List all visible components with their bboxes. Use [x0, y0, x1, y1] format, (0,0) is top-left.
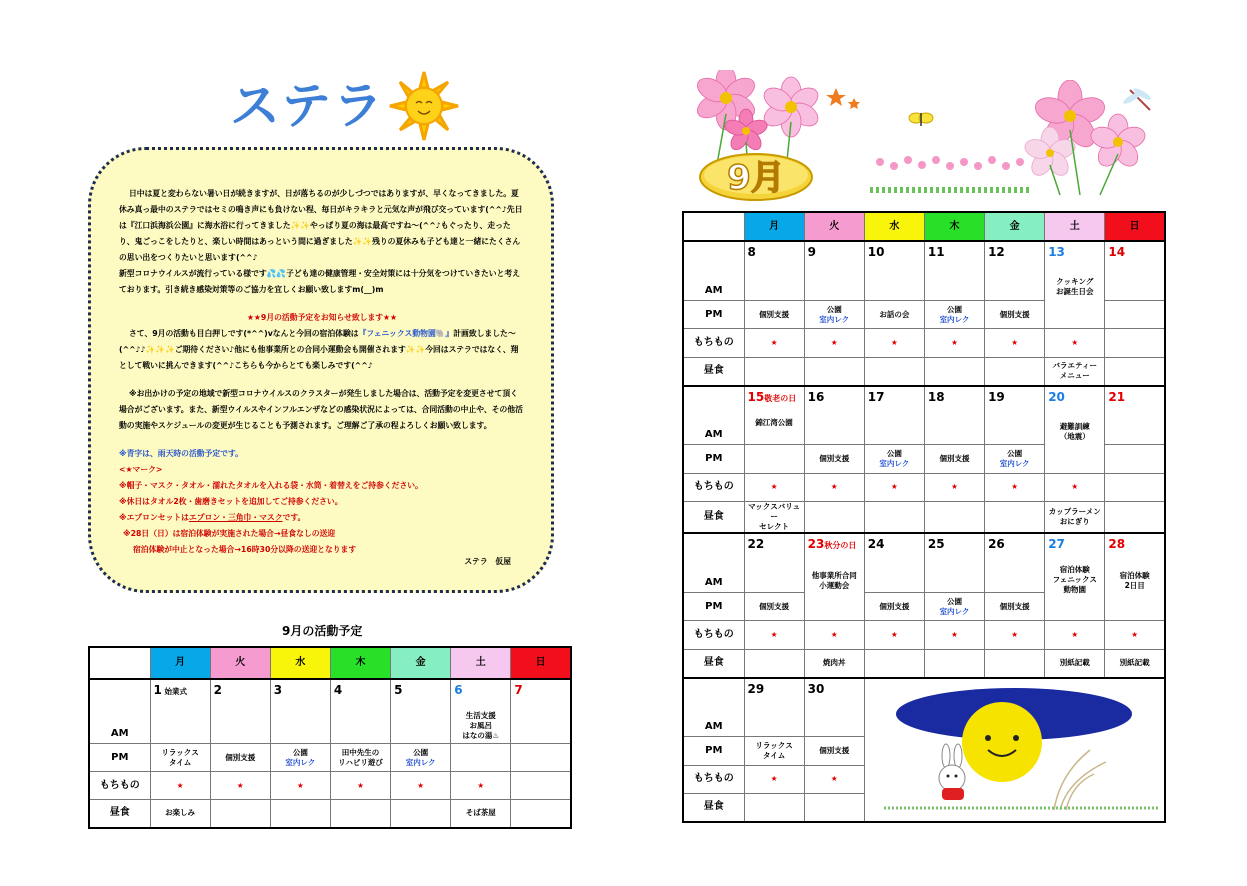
pm-cell: 個別支援 [864, 592, 924, 620]
pm-cell: リラックス タイム [150, 744, 210, 772]
star-mark: ★ [985, 621, 1045, 649]
notice-paragraph-2: 新型コロナウイルスが流行っている様です💦💦子ども達の健康管理・安全対策には十分気をつけていきたいと考えております。引き続き感染対策等のご協力を宜しくお願い致しますm(__)m [119, 269, 520, 294]
day-cell: 25 [924, 533, 984, 592]
row-label-pm: PM [683, 445, 744, 473]
row-label-mochimono: もちもの [683, 329, 744, 357]
star-mark: ★ [1045, 329, 1105, 357]
lunch-cell [1105, 357, 1165, 385]
day-cell: 23秋分の日 他事業所合同 小運動会 [804, 533, 864, 620]
day-cell: 14 [1105, 241, 1165, 300]
weekday-mon: 月 [150, 647, 210, 679]
moon-face-icon [884, 684, 1160, 814]
lunch-cell: カップラーメン おにぎり [1045, 501, 1105, 533]
lunch-cell [864, 649, 924, 677]
lunch-cell: 焼肉丼 [804, 649, 864, 677]
weekday-thu: 木 [330, 647, 390, 679]
empty-cell [1105, 329, 1165, 357]
day-cell: 3 [270, 679, 330, 744]
weekday-mon: 月 [744, 212, 804, 241]
row-label-am: AM [683, 678, 744, 737]
row-label-pm: PM [89, 744, 150, 772]
schedule-title: 9月の活動予定 [282, 624, 363, 638]
lunch-cell: 別紙記載 [1105, 649, 1165, 677]
rain-note: ※青字は、雨天時の活動予定です。 [119, 449, 243, 458]
pm-cell: 公園 室内レク [985, 445, 1045, 473]
day-cell: 2 [210, 679, 270, 744]
phoenix-zoo-text: 『フェニックス動物園🐘』 [358, 329, 454, 338]
star-mark: ★ [804, 473, 864, 501]
day-cell: 8 [744, 241, 804, 300]
day-cell: 29 [744, 678, 804, 737]
row-label-lunch: 昼食 [683, 357, 744, 385]
day-cell: 24 [864, 533, 924, 592]
month-badge [698, 152, 814, 202]
mark-body: ※帽子・マスク・タオル・濡れたタオルを入れる袋・水筒・着替えをご持参ください。 [119, 481, 423, 490]
pm-cell: 個別支援 [924, 445, 984, 473]
star-mark: ★ [924, 621, 984, 649]
star-mark: ★ [804, 765, 864, 793]
mark-title: <★マーク> [119, 465, 163, 474]
star-mark: ★ [985, 473, 1045, 501]
pm-cell: リラックス タイム [744, 737, 804, 765]
empty-cell [1105, 473, 1165, 501]
announcement: ★★9月の活動予定をお知らせ致します★★ [246, 313, 398, 322]
day-cell: 6 生活支援 お風呂 はなの湯♨ [451, 679, 511, 744]
row-label-pm: PM [683, 300, 744, 328]
row-label-am: AM [89, 679, 150, 744]
row-label-lunch: 昼食 [683, 501, 744, 533]
day-cell: 10 [864, 241, 924, 300]
lunch-cell [924, 501, 984, 533]
day-cell: 1 始業式 [150, 679, 210, 744]
corner-cell [683, 212, 744, 241]
day-cell: 16 [804, 386, 864, 445]
star-mark: ★ [391, 772, 451, 800]
star-mark: ★ [330, 772, 390, 800]
pm-cell: 個別支援 [985, 300, 1045, 328]
row-label-lunch: 昼食 [683, 793, 744, 822]
lunch-cell [391, 800, 451, 828]
row-label-pm: PM [683, 737, 744, 765]
star-mark: ★ [864, 473, 924, 501]
lunch-cell [330, 800, 390, 828]
pm-cell: お話の会 [864, 300, 924, 328]
lunch-cell [864, 357, 924, 385]
pm-cell: 個別支援 [744, 592, 804, 620]
star-mark: ★ [270, 772, 330, 800]
star-mark: ★ [744, 765, 804, 793]
lunch-cell [1105, 501, 1165, 533]
lunch-cell [985, 501, 1045, 533]
corner-cell [89, 647, 150, 679]
notice-paragraph-4: ※お出かけの予定の地域で新型コロナウイルスのクラスターが発生しました場合は、活動予定を変更させて頂く場合がございます。また、新型ウイルスやインフルエンザなどの感染状況によっては、合同活動の中止や、その他活動の実施やスケジュールの変更が生じることも予測されます。ご理解ご了承の程よろしくお願い致します。 [119, 389, 523, 430]
sun-face-icon [388, 70, 460, 142]
row-label-mochimono: もちもの [683, 621, 744, 649]
day-cell: 12 [985, 241, 1045, 300]
star-mark: ★ [744, 621, 804, 649]
day-cell: 9 [804, 241, 864, 300]
weekday-sat: 土 [1045, 212, 1105, 241]
stay-note-2: 宿泊体験が中止となった場合→16時30分以降の送迎となります [133, 545, 357, 554]
pm-cell [1105, 300, 1165, 328]
day-cell: 27 宿泊体験 フェニックス 動物園 [1045, 533, 1105, 620]
pm-cell: 公園 室内レク [270, 744, 330, 772]
weekday-wed: 水 [270, 647, 330, 679]
row-label-am: AM [683, 386, 744, 445]
pm-cell: 公園 室内レク [924, 300, 984, 328]
apron-note: ※エプロンセットはエプロン・三角巾・マスクです。 [119, 513, 306, 522]
pm-cell [1105, 445, 1165, 473]
pm-cell: 個別支援 [804, 737, 864, 765]
pm-cell: 個別支援 [804, 445, 864, 473]
lunch-cell [744, 649, 804, 677]
lunch-cell [744, 357, 804, 385]
pm-cell: 個別支援 [744, 300, 804, 328]
pm-cell: 公園 室内レク [391, 744, 451, 772]
weekday-sun: 日 [1105, 212, 1165, 241]
weekday-fri: 金 [985, 212, 1045, 241]
lunch-cell [985, 357, 1045, 385]
lunch-cell [864, 501, 924, 533]
day-cell: 4 [330, 679, 390, 744]
pm-cell: 公園 室内レク [804, 300, 864, 328]
lunch-cell [804, 357, 864, 385]
row-label-pm: PM [683, 592, 744, 620]
lunch-cell: マックスバリュー セレクト [744, 501, 804, 533]
row-label-am: AM [683, 533, 744, 592]
day-cell: 19 [985, 386, 1045, 445]
pm-cell [451, 744, 511, 772]
weekday-sun: 日 [511, 647, 571, 679]
day-cell: 26 [985, 533, 1045, 592]
pm-cell: 田中先生の リハビリ遊び [330, 744, 390, 772]
day-cell: 13 クッキング お誕生日会 [1045, 241, 1105, 328]
rabbit-icon [939, 744, 965, 800]
star-mark: ★ [1045, 473, 1105, 501]
day-cell: 11 [924, 241, 984, 300]
row-label-lunch: 昼食 [683, 649, 744, 677]
stay-note-1: ※28日（日）は宿泊体験が実施された場合→昼食なしの送迎 [123, 529, 336, 538]
weekday-fri: 金 [391, 647, 451, 679]
lunch-cell [210, 800, 270, 828]
pm-cell: 個別支援 [210, 744, 270, 772]
day-cell: 21 [1105, 386, 1165, 445]
day-cell: 15敬老の日 錦江湾公園 [744, 386, 804, 445]
row-label-lunch: 昼食 [89, 800, 150, 828]
lunch-cell [924, 649, 984, 677]
star-mark: ★ [924, 473, 984, 501]
pm-cell [744, 445, 804, 473]
day-cell: 17 [864, 386, 924, 445]
star-mark: ★ [924, 329, 984, 357]
row-label-mochimono: もちもの [683, 473, 744, 501]
lunch-cell: バラエティー メニュー [1045, 357, 1105, 385]
susuki-grass-icon [1054, 750, 1106, 810]
dragonfly-icon [1122, 86, 1152, 110]
lunch-cell [804, 501, 864, 533]
weekday-sat: 土 [451, 647, 511, 679]
notice-paragraph-1: 日中は夏と変わらない暑い日が続きますが、日が落ちるのが少しづつではありますが、早くなってきました。夏休み真っ最中のステラではセミの鳴き声にも負けない程、毎日がキラキラと元気な声が飛び交っています(^^♪先日は『江口浜海浜公園』に海水浴に行ってきました✨✨やっぱり夏の海は最高ですね～(^^♪もぐったり、走ったり、鬼ごっこをしたりと、楽しい時間はあっという間に過ぎました✨✨残りの夏休みも子ども達と一緒にたくさんの思い出をつくりたいと思います(^^♪ [119, 189, 523, 262]
notice-box [88, 147, 554, 593]
star-mark: ★ [864, 621, 924, 649]
star-mark: ★ [451, 772, 511, 800]
lunch-cell [924, 357, 984, 385]
day-cell: 5 [391, 679, 451, 744]
row-label-mochimono: もちもの [89, 772, 150, 800]
lunch-cell [270, 800, 330, 828]
star-mark: ★ [804, 329, 864, 357]
weekday-wed: 水 [864, 212, 924, 241]
day-cell: 22 [744, 533, 804, 592]
weekday-tue: 火 [210, 647, 270, 679]
weekday-tue: 火 [804, 212, 864, 241]
pm-cell [511, 744, 571, 772]
star-mark: ★ [210, 772, 270, 800]
month-badge-text: 9月 [727, 158, 785, 198]
star-mark: ★ [1105, 621, 1165, 649]
star-mark: ★ [744, 473, 804, 501]
pm-cell: 公園 室内レク [924, 592, 984, 620]
signature: ステラ 仮屋 [464, 557, 511, 566]
lunch-cell [804, 793, 864, 822]
pm-cell: 公園 室内レク [864, 445, 924, 473]
lunch-cell: お楽しみ [150, 800, 210, 828]
pm-cell: 個別支援 [985, 592, 1045, 620]
day-cell: 18 [924, 386, 984, 445]
calendar-week1 [88, 646, 572, 829]
lunch-cell: 別紙記載 [1045, 649, 1105, 677]
empty-cell [511, 772, 571, 800]
star-mark: ★ [985, 329, 1045, 357]
star-mark: ★ [864, 329, 924, 357]
lunch-cell [511, 800, 571, 828]
day-cell: 30 [804, 678, 864, 737]
day-cell: 20 避難訓練 （地震） [1045, 386, 1105, 473]
star-mark: ★ [1045, 621, 1105, 649]
day-cell: 7 [511, 679, 571, 744]
lunch-cell: そば茶屋 [451, 800, 511, 828]
lunch-cell [744, 793, 804, 822]
day-cell: 28 宿泊体験 2日目 [1105, 533, 1165, 620]
row-label-am: AM [683, 241, 744, 300]
notice-paragraph-3: さて、9月の活動も目白押しです(*^^)vなんと今回の宿泊体験は『フェニックス動物園🐘』計画致しました～(^^♪♪✨✨✨ご期待ください♪他にも他事業所との合同小運動会も開催されます✨✨今回はステラではなく、翔として戦いに挑んできます(^^♪こちらも今からとても楽しみです(^^♪ [119, 329, 519, 370]
cosmos-flower-icon [860, 80, 1160, 200]
page-title: ステラ [230, 77, 385, 135]
weekday-thu: 木 [924, 212, 984, 241]
lunch-cell [985, 649, 1045, 677]
star-mark: ★ [744, 329, 804, 357]
row-label-mochimono: もちもの [683, 765, 744, 793]
star-mark: ★ [150, 772, 210, 800]
star-mark: ★ [804, 621, 864, 649]
butterfly-icon [909, 113, 933, 126]
holiday-note: ※休日はタオル2枚・歯磨きセットを追加してご持参ください。 [119, 497, 343, 506]
